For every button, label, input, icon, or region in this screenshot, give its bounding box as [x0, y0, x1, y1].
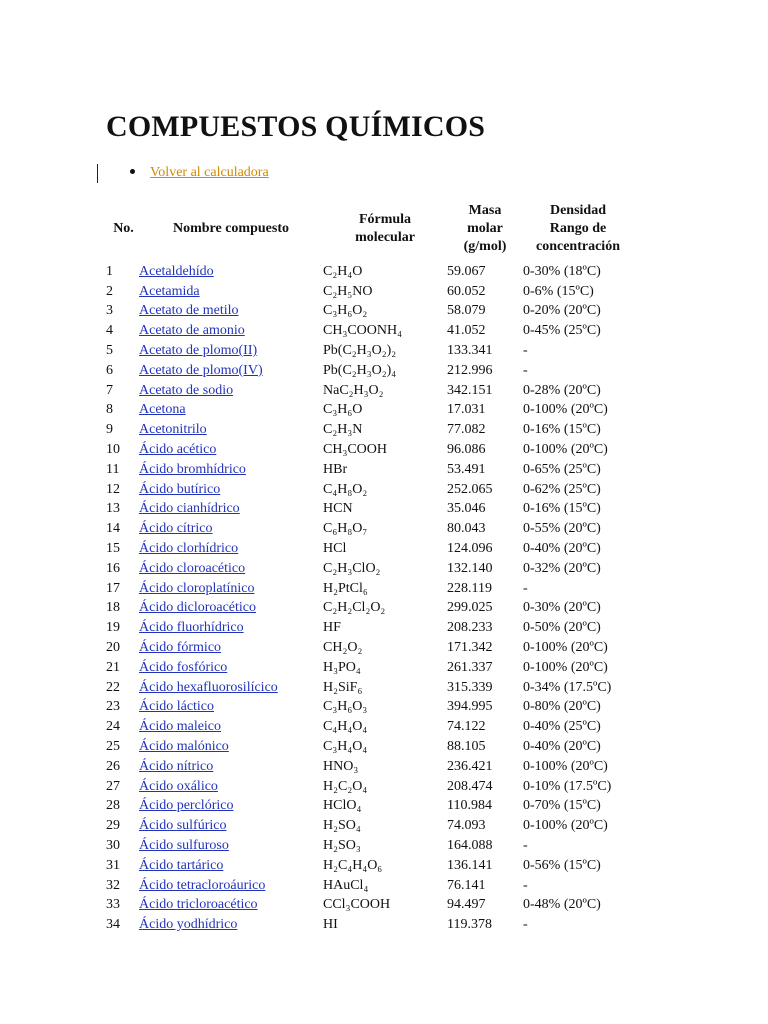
table-row	[104, 262, 633, 282]
table-row	[104, 876, 633, 896]
header-no: No.	[113, 221, 134, 236]
compound-name-link-cell	[139, 599, 323, 619]
row-number-cell: 11	[106, 461, 120, 477]
row-number-cell: 23	[106, 699, 120, 715]
density-range-cell: 0-50% (20ºC)	[523, 620, 601, 636]
molecular-formula-cell: C₃H₄O₄	[323, 739, 368, 755]
density-range-cell: 0-100% (20ºC)	[523, 758, 608, 774]
density-range-cell: 0-30% (20ºC)	[523, 600, 601, 616]
molar-mass-cell: 132.140	[447, 560, 493, 576]
molar-mass-cell: 208.233	[447, 620, 493, 636]
compound-name-link-cell	[139, 896, 323, 916]
density-range-cell: 0-70% (15ºC)	[523, 798, 601, 814]
table-row	[104, 559, 633, 579]
compound-name-link-cell	[139, 797, 323, 817]
molar-mass-cell: 394.995	[447, 699, 493, 715]
table-row	[104, 361, 633, 381]
molecular-formula-cell: HCl	[323, 541, 347, 557]
table-row	[104, 440, 633, 460]
compound-name-link-cell	[139, 341, 323, 361]
table-row	[104, 797, 633, 817]
density-range-cell: 0-34% (17.5ºC)	[523, 679, 612, 695]
table-row	[104, 539, 633, 559]
density-range-cell: 0-100% (20ºC)	[523, 402, 608, 418]
molar-mass-cell: 315.339	[447, 679, 493, 695]
table-row	[104, 717, 633, 737]
row-number-cell: 33	[106, 897, 120, 913]
row-number-cell: 18	[106, 600, 120, 616]
compound-name-link-cell	[139, 262, 323, 282]
table-row	[104, 519, 633, 539]
molecular-formula-cell: HI	[323, 917, 338, 933]
compound-name-link[interactable]: Ácido bromhídrico	[139, 461, 246, 477]
table-row	[104, 500, 633, 520]
compound-name-link-cell	[139, 519, 323, 539]
row-number-cell: 29	[106, 818, 120, 834]
page-title: COMPUESTOS QUÍMICOS	[106, 110, 486, 143]
row-number-cell: 14	[106, 521, 120, 537]
molecular-formula-cell: H₂SO₄	[323, 818, 361, 834]
compound-name-link[interactable]: Ácido láctico	[139, 699, 215, 715]
compound-name-link-cell	[139, 579, 323, 599]
compounds-table	[104, 200, 633, 935]
molecular-formula-cell: HF	[323, 620, 341, 636]
molecular-formula-cell: C₂H₅NO	[323, 283, 373, 299]
table-row	[104, 302, 633, 322]
density-range-cell: 0-55% (20ºC)	[523, 521, 601, 537]
molar-mass-cell: 58.079	[447, 303, 486, 319]
density-range-cell: 0-40% (20ºC)	[523, 541, 601, 557]
molecular-formula-cell: C₃H₆O₃	[323, 699, 368, 715]
row-number-cell: 10	[106, 442, 120, 458]
compound-name-link-cell	[139, 361, 323, 381]
table-row	[104, 896, 633, 916]
molar-mass-cell: 110.984	[447, 798, 492, 814]
compound-name-link[interactable]: Acetonitrilo	[139, 422, 207, 438]
compound-name-link-cell	[139, 302, 323, 322]
molar-mass-cell: 60.052	[447, 283, 486, 299]
molecular-formula-cell: CH₃COOH	[323, 442, 387, 458]
header-formula: Fórmula molecular	[355, 212, 415, 245]
molar-mass-cell: 228.119	[447, 580, 492, 596]
table-row	[104, 737, 633, 757]
molecular-formula-cell: H₃PO₄	[323, 659, 361, 675]
molar-mass-cell: 53.491	[447, 461, 486, 477]
table-header	[104, 200, 633, 262]
molecular-formula-cell: C₃H₆O	[323, 402, 363, 418]
density-range-cell: 0-16% (15ºC)	[523, 501, 601, 517]
density-range-cell: 0-62% (25ºC)	[523, 481, 601, 497]
compound-name-link-cell	[139, 440, 323, 460]
density-range-cell: 0-32% (20ºC)	[523, 560, 601, 576]
compound-name-link-cell	[139, 678, 323, 698]
density-range-cell: 0-40% (20ºC)	[523, 739, 601, 755]
molar-mass-cell: 88.105	[447, 739, 486, 755]
molecular-formula-cell: HAuCl₄	[323, 877, 369, 893]
table-row	[104, 777, 633, 797]
compound-name-link[interactable]: Ácido tricloroacético	[139, 897, 258, 913]
row-number-cell: 26	[106, 758, 120, 774]
row-number-cell: 27	[106, 778, 120, 794]
molar-mass-cell: 208.474	[447, 778, 493, 794]
molar-mass-cell: 94.497	[447, 897, 486, 913]
row-number-cell: 17	[106, 580, 120, 596]
density-range-cell: 0-28% (20ºC)	[523, 382, 601, 398]
row-number-cell: 19	[106, 620, 120, 636]
row-number-cell: 31	[106, 857, 120, 873]
molar-mass-cell: 17.031	[447, 402, 486, 418]
molar-mass-cell: 41.052	[447, 323, 486, 339]
density-range-cell: 0-100% (20ºC)	[523, 640, 608, 656]
molar-mass-cell: 119.378	[447, 917, 492, 933]
compound-name-link-cell	[139, 539, 323, 559]
molecular-formula-cell: C₂H₃N	[323, 422, 363, 438]
row-number-cell: 20	[106, 640, 120, 656]
table-row	[104, 638, 633, 658]
compound-name-link-cell	[139, 816, 323, 836]
compound-name-link-cell	[139, 460, 323, 480]
molar-mass-cell: 59.067	[447, 263, 486, 279]
header-row	[104, 200, 633, 262]
table-row	[104, 460, 633, 480]
molar-mass-cell: 212.996	[447, 362, 493, 378]
compound-name-link-cell	[139, 757, 323, 777]
row-number-cell: 3	[106, 303, 113, 319]
row-number-cell: 21	[106, 659, 120, 675]
density-range-cell: -	[523, 580, 528, 596]
molecular-formula-cell: C₂H₃ClO₂	[323, 560, 381, 576]
row-number-cell: 16	[106, 560, 120, 576]
compound-name-link[interactable]: Ácido fluorhídrico	[139, 620, 244, 636]
molecular-formula-cell: C₄H₈O₂	[323, 481, 368, 497]
density-range-cell: 0-100% (20ºC)	[523, 659, 608, 675]
molecular-formula-cell: H₂SiF₆	[323, 679, 363, 695]
compound-name-link-cell	[139, 658, 323, 678]
table-row	[104, 658, 633, 678]
molar-mass-cell: 96.086	[447, 442, 486, 458]
row-number-cell: 34	[106, 917, 120, 933]
compound-name-link[interactable]: Ácido tetracloroáurico	[139, 877, 266, 893]
row-number-cell: 12	[106, 481, 120, 497]
compound-name-link[interactable]: Ácido cianhídrico	[139, 501, 240, 517]
compound-name-link-cell	[139, 698, 323, 718]
table-row	[104, 480, 633, 500]
table-row	[104, 698, 633, 718]
molecular-formula-cell: H₂PtCl₆	[323, 580, 368, 596]
molar-mass-cell: 133.341	[447, 343, 493, 359]
back-link-list	[130, 165, 269, 181]
molar-mass-cell: 80.043	[447, 521, 486, 537]
molar-mass-cell: 164.088	[447, 838, 493, 853]
molar-mass-cell: 35.046	[447, 501, 486, 517]
table-row	[104, 579, 633, 599]
molar-mass-cell: 171.342	[447, 640, 493, 656]
row-number-cell: 9	[106, 422, 113, 438]
molar-mass-cell: 76.141	[447, 877, 486, 893]
compound-name-link[interactable]: Ácido perclórico	[139, 798, 234, 814]
compound-name-link[interactable]: Ácido fórmico	[139, 640, 222, 656]
row-number-cell: 28	[106, 798, 120, 814]
compound-name-link[interactable]: Ácido cloroacético	[139, 560, 246, 576]
compound-name-link[interactable]: Ácido maleico	[139, 719, 222, 735]
density-range-cell: 0-65% (25ºC)	[523, 461, 601, 477]
molecular-formula-cell: Pb(C₂H₃O₂)₄	[323, 362, 397, 378]
compound-name-link[interactable]: Ácido fosfórico	[139, 659, 228, 675]
compound-name-link[interactable]: Ácido oxálico	[139, 778, 218, 794]
table-row	[104, 321, 633, 341]
molar-mass-cell: 136.141	[447, 857, 493, 873]
row-number-cell: 13	[106, 501, 120, 517]
density-range-cell: 0-48% (20ºC)	[523, 897, 601, 913]
compound-name-link-cell	[139, 856, 323, 876]
table-row	[104, 282, 633, 302]
table-body	[104, 262, 633, 935]
density-range-cell: 0-10% (17.5ºC)	[523, 778, 612, 794]
compound-name-link[interactable]: Ácido tartárico	[139, 857, 224, 873]
molecular-formula-cell: HBr	[323, 461, 348, 477]
molecular-formula-cell: Pb(C₂H₃O₂)₂	[323, 343, 397, 359]
header-name: Nombre compuesto	[172, 221, 289, 236]
row-number-cell: 5	[106, 343, 113, 359]
molecular-formula-cell: NaC₂H₃O₂	[323, 382, 384, 398]
table-row	[104, 856, 633, 876]
molecular-formula-cell: C₂H₂Cl₂O₂	[323, 600, 386, 616]
molecular-formula-cell: H₂SO₃	[323, 838, 361, 853]
density-range-cell: 0-6% (15ºC)	[523, 283, 594, 299]
compound-name-link[interactable]: Ácido acético	[139, 442, 217, 458]
molar-mass-cell: 252.065	[447, 481, 493, 497]
compound-name-link[interactable]: Ácido cloroplatínico	[139, 580, 255, 596]
density-range-cell: -	[523, 838, 528, 853]
table-row	[104, 678, 633, 698]
density-range-cell: -	[523, 362, 528, 378]
table-row	[104, 618, 633, 638]
compound-name-link[interactable]: Acetato de amonio	[139, 323, 245, 339]
row-number-cell: 2	[106, 283, 113, 299]
molecular-formula-cell: H₂C₄H₄O₆	[323, 857, 383, 873]
compound-name-link-cell	[139, 500, 323, 520]
compound-name-link[interactable]: Ácido nítrico	[139, 758, 214, 774]
compound-name-link[interactable]: Ácido clorhídrico	[139, 541, 239, 557]
compound-name-link-cell	[139, 836, 323, 856]
molecular-formula-cell: HNO₃	[323, 758, 359, 774]
compound-name-link-cell	[139, 381, 323, 401]
molecular-formula-cell: CH₃COONH₄	[323, 323, 402, 339]
compound-name-link-cell	[139, 915, 323, 935]
row-number-cell: 8	[106, 402, 113, 418]
header-mass: Masa molar (g/mol)	[463, 203, 507, 254]
density-range-cell: 0-56% (15ºC)	[523, 857, 601, 873]
compound-name-link-cell	[139, 737, 323, 757]
density-range-cell: -	[523, 877, 528, 893]
density-range-cell: 0-100% (20ºC)	[523, 818, 608, 834]
molar-mass-cell: 74.122	[447, 719, 486, 735]
compound-name-link-cell	[139, 638, 323, 658]
compound-name-link-cell	[139, 480, 323, 500]
molar-mass-cell: 261.337	[447, 659, 493, 675]
table-row	[104, 816, 633, 836]
compound-name-link[interactable]: Acetato de plomo(IV)	[139, 362, 263, 378]
density-range-cell: -	[523, 343, 528, 359]
back-link-item	[130, 165, 269, 181]
molecular-formula-cell: C₄H₄O₄	[323, 719, 368, 735]
molecular-formula-cell: HClO₄	[323, 798, 362, 814]
density-range-cell: 0-40% (25ºC)	[523, 719, 601, 735]
compound-name-link-cell	[139, 559, 323, 579]
density-range-cell: 0-100% (20ºC)	[523, 442, 608, 458]
density-range-cell: 0-16% (15ºC)	[523, 422, 601, 438]
molar-mass-cell: 236.421	[447, 758, 493, 774]
row-number-cell: 25	[106, 739, 120, 755]
molar-mass-cell: 342.151	[447, 382, 493, 398]
compound-name-link[interactable]: Ácido cítrico	[139, 521, 213, 537]
table-row	[104, 757, 633, 777]
table-row	[104, 420, 633, 440]
molar-mass-cell: 77.082	[447, 422, 486, 438]
density-range-cell: 0-45% (25ºC)	[523, 323, 601, 339]
density-range-cell: 0-30% (18ºC)	[523, 263, 601, 279]
compound-name-link[interactable]: Ácido dicloroacético	[139, 600, 257, 616]
header-density: Densidad Rango de concentración	[536, 203, 620, 254]
compound-name-link[interactable]: Ácido sulfúrico	[139, 818, 227, 834]
compound-name-link[interactable]: Ácido yodhídrico	[139, 917, 238, 933]
compound-name-link[interactable]: Ácido sulfuroso	[139, 838, 229, 853]
table-row	[104, 836, 633, 856]
compound-name-link-cell	[139, 420, 323, 440]
table-row	[104, 915, 633, 935]
compound-name-link[interactable]: Acetamida	[139, 283, 200, 299]
molecular-formula-cell: C₂H₄O	[323, 263, 363, 279]
compound-name-link-cell	[139, 618, 323, 638]
molecular-formula-cell: HCN	[323, 501, 353, 517]
row-number-cell: 24	[106, 719, 120, 735]
compound-name-link[interactable]: Ácido hexafluorosilícico	[139, 679, 278, 695]
row-number-cell: 6	[106, 362, 113, 378]
molecular-formula-cell: H₂C₂O₄	[323, 778, 368, 794]
table-row	[104, 341, 633, 361]
compound-name-link-cell	[139, 401, 323, 421]
compound-name-link-cell	[139, 321, 323, 341]
table-row	[104, 599, 633, 619]
table-row	[104, 401, 633, 421]
compound-name-link-cell	[139, 876, 323, 896]
text-cursor	[97, 164, 98, 183]
molar-mass-cell: 74.093	[447, 818, 486, 834]
row-number-cell: 22	[106, 679, 120, 695]
density-range-cell: -	[523, 917, 528, 933]
compound-name-link[interactable]: Acetato de metilo	[139, 303, 239, 319]
compound-name-link[interactable]: Acetato de plomo(II)	[139, 343, 258, 359]
density-range-cell: 0-80% (20ºC)	[523, 699, 601, 715]
row-number-cell: 7	[106, 382, 113, 398]
compound-name-link-cell	[139, 717, 323, 737]
molecular-formula-cell: C₃H₆O₂	[323, 303, 368, 319]
compound-name-link[interactable]: Acetato de sodio	[139, 382, 234, 398]
row-number-cell: 1	[106, 263, 113, 279]
row-number-cell: 30	[106, 838, 120, 853]
row-number-cell: 4	[106, 323, 113, 339]
molar-mass-cell: 299.025	[447, 600, 493, 616]
molecular-formula-cell: C₆H₈O₇	[323, 521, 368, 537]
molecular-formula-cell: CH₂O₂	[323, 640, 363, 656]
compound-name-link[interactable]: Acetona	[139, 402, 186, 418]
row-number-cell: 32	[106, 877, 120, 893]
density-range-cell: 0-20% (20ºC)	[523, 303, 601, 319]
row-number-cell: 15	[106, 541, 120, 557]
compound-name-link[interactable]: Ácido malónico	[139, 739, 229, 755]
bullet-icon	[130, 169, 135, 174]
compound-name-link[interactable]: Ácido butírico	[139, 481, 221, 497]
table-row	[104, 381, 633, 401]
compound-name-link[interactable]: Acetaldehído	[139, 263, 214, 279]
molecular-formula-cell: CCl₃COOH	[323, 897, 391, 913]
molar-mass-cell: 124.096	[447, 541, 493, 557]
compound-name-link-cell	[139, 282, 323, 302]
back-to-calculator-link[interactable]: Volver al calculadora	[150, 165, 269, 180]
compound-name-link-cell	[139, 777, 323, 797]
